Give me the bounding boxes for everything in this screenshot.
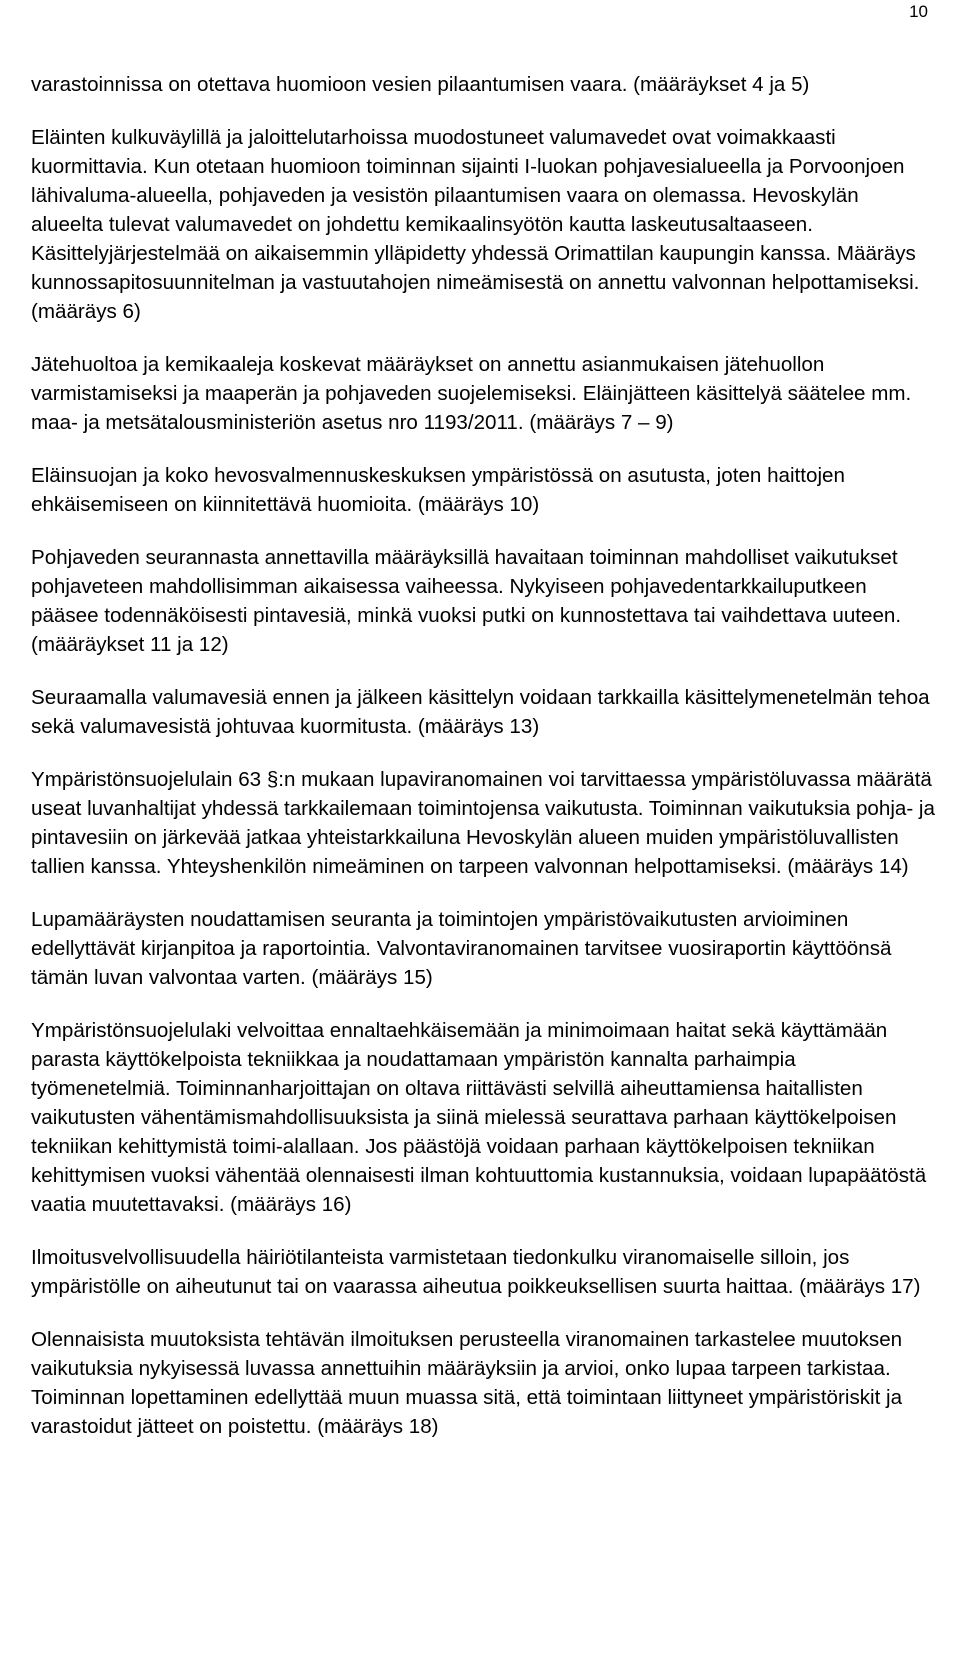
- paragraph: Eläinten kulkuväylillä ja jaloittelutarhoissa muodostuneet valumavedet ovat voimakkaasti kuormittavia. Kun otetaan huomioon toiminnan sijainti I-luokan pohjavesialueella ja Porvoonjoen lähivaluma-alueella, pohjaveden ja vesistön pilaantumisen vaara on olemassa. Hevoskylän alueelta tulevat valumavedet on johdettu kemikaalinsyötön kautta laskeutusaltaaseen. Käsittelyjärjestelmää on aikaisemmin ylläpidetty yhdessä Orimattilan kaupungin kanssa. Määräys kunnossapitosuunnitelman ja vastuutahojen nimeämisestä on annettu valvonnan helpottamiseksi. (määräys 6): [31, 126, 920, 323]
- paragraph: varastoinnissa on otettava huomioon vesien pilaantumisen vaara. (määräykset 4 ja 5): [31, 73, 810, 96]
- page-number: 10: [909, 2, 928, 21]
- paragraph: Ympäristönsuojelulain 63 §:n mukaan lupaviranomainen voi tarvittaessa ympäristöluvassa määrätä useat luvanhaltijat yhdessä tarkkailemaan toimintojensa vaikutusta. Toiminnan vaikutuksia pohja- ja pintavesiin on järkevää jatkaa yhteistarkkailuna Hevoskylän alueen muiden ympäristöluvallisten tallien kanssa. Yhteyshenkilön nimeäminen on tarpeen valvonnan helpottamiseksi. (määräys 14): [31, 768, 935, 878]
- paragraph: Pohjaveden seurannasta annettavilla määräyksillä havaitaan toiminnan mahdolliset vaikutukset pohjaveteen mahdollisimman aikaisessa vaiheessa. Nykyiseen pohjavedentarkkailuputkeen pääsee todennäköisesti pintavesiä, minkä vuoksi putki on kunnostettava tai vaihdettava uuteen. (määräykset 11 ja 12): [31, 546, 902, 656]
- paragraph: Ympäristönsuojelulaki velvoittaa ennaltaehkäisemään ja minimoimaan haitat sekä käyttämään parasta käyttökelpoista tekniikkaa ja noudattamaan ympäristön kannalta parhaimpia työmenetelmiä. Toiminnanharjoittajan on oltava riittävästi selvillä aiheuttamiensa haitallisten vaikutusten vähentämismahdollisuuksista ja siinä mielessä seurattava parhaan käyttökelpoisen tekniikan kehittymistä toimi-alallaan. Jos päästöjä voidaan parhaan käyttökelpoisen tekniikan kehittymisen vuoksi vähentää olennaisesti ilman kohtuuttomia kustannuksia, voidaan lupapäätöstä vaatia muutettavaksi. (määräys 16): [31, 1019, 927, 1216]
- document-body: [31, 70, 936, 1441]
- paragraph: Olennaisista muutoksista tehtävän ilmoituksen perusteella viranomainen tarkastelee muutoksen vaikutuksia nykyisessä luvassa annettuihin määräyksiin ja arvioi, onko lupaa tarpeen tarkistaa. Toiminnan lopettaminen edellyttää muun muassa sitä, että toimintaan liittyneet ympäristöriskit ja varastoidut jätteet on poistettu. (määräys 18): [31, 1328, 903, 1438]
- paragraph: Seuraamalla valumavesiä ennen ja jälkeen käsittelyn voidaan tarkkailla käsittelymenetelmän tehoa sekä valumavesistä johtuvaa kuormitusta. (määräys 13): [31, 686, 930, 738]
- paragraph: Ilmoitusvelvollisuudella häiriötilanteista varmistetaan tiedonkulku viranomaiselle silloin, jos ympäristölle on aiheutunut tai on vaarassa aiheutua poikkeuksellisen suurta haittaa. (määräys 17): [31, 1246, 921, 1298]
- paragraph: Eläinsuojan ja koko hevosvalmennuskeskuksen ympäristössä on asutusta, joten haittojen ehkäisemiseen on kiinnitettävä huomioita. (määräys 10): [31, 464, 845, 516]
- paragraph: Lupamääräysten noudattamisen seuranta ja toimintojen ympäristövaikutusten arvioiminen edellyttävät kirjanpitoa ja raportointia. Valvontaviranomainen tarvitsee vuosiraportin käyttöönsä tämän luvan valvontaa varten. (määräys 15): [31, 908, 892, 989]
- paragraph: Jätehuoltoa ja kemikaaleja koskevat määräykset on annettu asianmukaisen jätehuollon varmistamiseksi ja maaperän ja pohjaveden suojelemiseksi. Eläinjätteen käsittelyä säätelee mm. maa- ja metsätalousministeriön asetus nro 1193/2011. (määräys 7 – 9): [31, 353, 912, 434]
